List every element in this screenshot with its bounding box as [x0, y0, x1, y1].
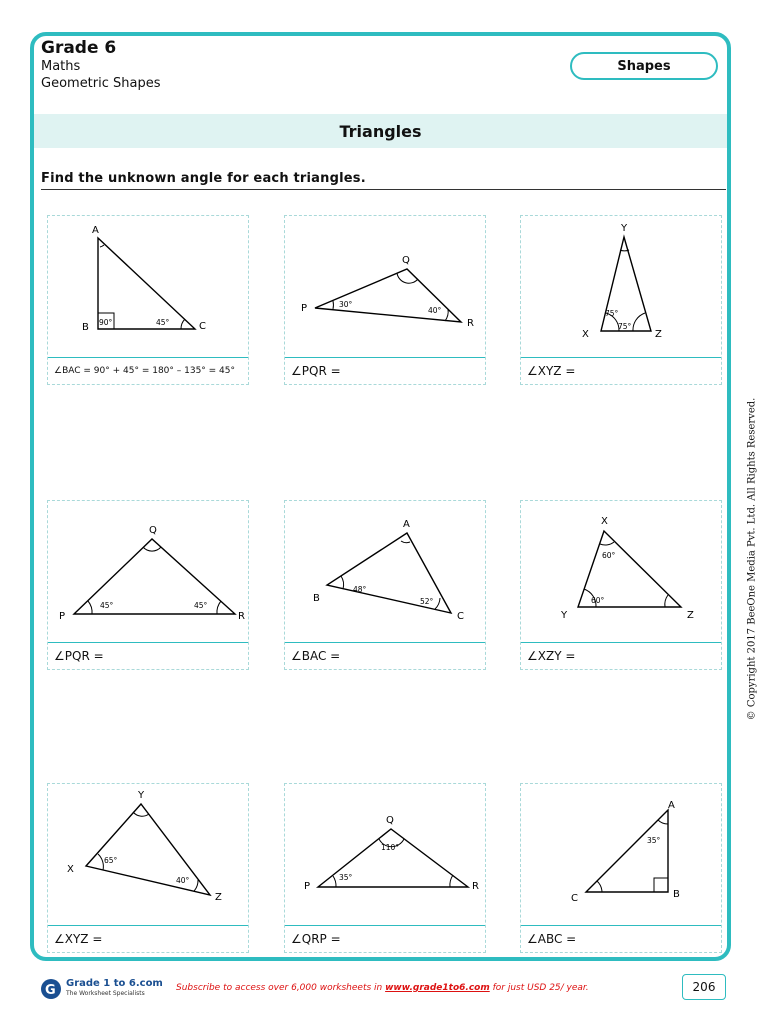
angle-label: 35°	[647, 836, 661, 845]
triangle-figure-4	[48, 501, 248, 641]
subscribe-suffix: for just USD 25/ year.	[489, 983, 589, 993]
vertex-label: Z	[687, 610, 694, 621]
svg-text:G: G	[45, 983, 56, 998]
logo-mark-icon	[40, 977, 62, 1001]
triangle-card-5	[284, 500, 486, 670]
angle-label: 110°	[381, 843, 400, 852]
answer-line: ∠PQR =	[48, 642, 248, 669]
answer-line: ∠XZY =	[521, 642, 721, 669]
triangle-card-9	[520, 783, 722, 953]
answer-line: ∠BAC =	[285, 642, 485, 669]
triangle-card-7	[47, 783, 249, 953]
vertex-label: Y	[138, 790, 145, 801]
logo-tagline: The Worksheet Specialists	[66, 990, 145, 997]
angle-label: 60°	[602, 551, 616, 560]
answer-line: ∠PQR =	[285, 357, 485, 384]
grade-label: Grade 6	[41, 38, 117, 58]
vertex-label: C	[571, 893, 578, 904]
triangle-figure-1	[48, 216, 248, 356]
vertex-label: Y	[621, 223, 628, 234]
vertex-label: P	[304, 881, 311, 892]
triangle-card-6	[520, 500, 722, 670]
triangle-card-2	[284, 215, 486, 385]
vertex-label: R	[467, 318, 474, 329]
triangle-figure-7	[48, 784, 248, 924]
logo-name: Grade 1 to 6.com	[66, 978, 163, 989]
vertex-label: X	[67, 864, 74, 875]
angle-label: 52°	[420, 597, 434, 606]
answer-line: ∠XYZ =	[521, 357, 721, 384]
shapes-tab: Shapes	[570, 52, 718, 80]
page-number: 206	[682, 974, 726, 1000]
vertex-label: Q	[149, 525, 157, 536]
vertex-label: P	[59, 611, 66, 622]
vertex-label: A	[403, 519, 410, 530]
vertex-label: Z	[215, 892, 222, 903]
angle-label: 75°	[618, 322, 632, 331]
triangle-figure-8	[285, 784, 485, 924]
vertex-label: X	[582, 329, 589, 340]
angle-label: 75°	[605, 309, 619, 318]
topic-label: Geometric Shapes	[41, 76, 161, 91]
angle-label: 65°	[104, 856, 118, 865]
subject-label: Maths	[41, 59, 81, 74]
answer-line: ∠BAC = 90° + 45° = 180° – 135° = 45°	[48, 357, 248, 384]
instructions: Find the unknown angle for each triangles.	[41, 171, 366, 186]
vertex-label: R	[472, 881, 479, 892]
vertex-label: Z	[655, 329, 662, 340]
subscribe-prefix: Subscribe to access over 6,000 worksheets in	[176, 983, 386, 993]
vertex-label: R	[238, 611, 245, 622]
angle-label: 35°	[339, 873, 353, 882]
vertex-label: Q	[402, 255, 410, 266]
vertex-label: C	[457, 611, 464, 622]
angle-label: 30°	[339, 300, 353, 309]
triangle-card-3	[520, 215, 722, 385]
subscribe-notice	[176, 983, 589, 993]
triangle-figure-5	[285, 501, 485, 641]
instructions-rule	[41, 189, 726, 190]
answer-line: ∠QRP =	[285, 925, 485, 952]
vertex-label: B	[673, 889, 680, 900]
vertex-label: B	[313, 593, 320, 604]
angle-label: 40°	[176, 876, 190, 885]
angle-label: 45°	[100, 601, 114, 610]
subscribe-link[interactable]: www.grade1to6.com	[385, 983, 490, 993]
angle-label: 48°	[353, 585, 367, 594]
angle-label: 60°	[591, 596, 605, 605]
triangle-card-1	[47, 215, 249, 385]
vertex-label: P	[301, 303, 308, 314]
angle-label: 90°	[99, 318, 113, 327]
vertex-label: A	[668, 800, 675, 811]
triangle-figure-3	[521, 216, 721, 356]
triangle-card-8	[284, 783, 486, 953]
angle-label: 45°	[156, 318, 170, 327]
site-logo[interactable]	[40, 977, 170, 1003]
triangle-figure-2	[285, 216, 485, 356]
vertex-label: Q	[386, 815, 394, 826]
triangle-figure-6	[521, 501, 721, 641]
vertex-label: B	[82, 322, 89, 333]
triangle-card-4	[47, 500, 249, 670]
answer-line: ∠ABC =	[521, 925, 721, 952]
copyright-text: © Copyright 2017 BeeOne Media Pvt. Ltd. All Rights Reserved.	[746, 397, 758, 721]
angle-label: 40°	[428, 306, 442, 315]
vertex-label: A	[92, 225, 99, 236]
vertex-label: C	[199, 321, 206, 332]
answer-line: ∠XYZ =	[48, 925, 248, 952]
vertex-label: X	[601, 516, 608, 527]
triangle-figure-9	[521, 784, 721, 924]
angle-label: 45°	[194, 601, 208, 610]
vertex-label: Y	[561, 610, 568, 621]
worksheet-title: Triangles	[34, 114, 727, 148]
copyright-notice	[742, 397, 762, 721]
